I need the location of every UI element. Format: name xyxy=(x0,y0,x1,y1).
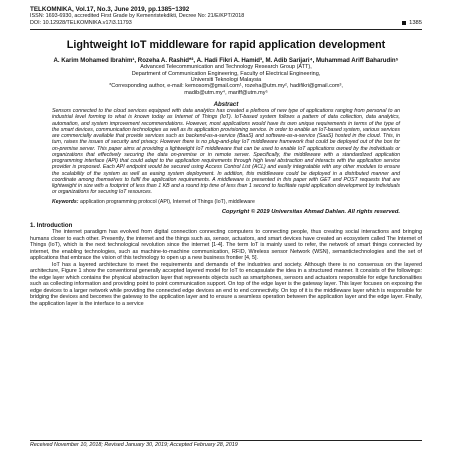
keywords-text: application programming protocol (API), Internet of Things (IoT), middleware xyxy=(79,198,255,205)
affiliation-block xyxy=(50,64,402,96)
square-bullet-icon xyxy=(402,21,406,25)
affiliation-line: Universiti Teknologi Malaysia xyxy=(190,77,262,84)
affiliation-line: Department of Communication Engineering, Faculty of Electrical Engineering, xyxy=(131,70,321,77)
corresponding-author: *Corresponding author, e-mail: kemosom@gmail.com¹, rozeha@utm.my², hadifikri@gmail.com³, xyxy=(109,83,343,90)
keywords-label: Keywords: xyxy=(52,198,79,205)
body-text xyxy=(30,229,422,308)
doi-line: DOI: 10.12928/TELKOMNIKA.v17i3.11793 xyxy=(30,20,132,26)
abstract-text: Sensors connected to the cloud services equipped with data analytics has created a plethora of new type of applications ranging from personal to an industrial level forming to what is known today as Internet of Things (IoT). IoT-based system follows a pattern of data collection, data analytics, automation, and system improvement recommendations. However, most applications would have its own unique requirements in terms of the type of the smart devices, communication technologies as well as its application provisioning service. In order to enable an IoT-based system, various services are commercially available that provide services such as backend-as-a-service (BaaS) and software-as-a-service (SaaS) hosted in the cloud. This, in turn, raises the issues of security and privacy. However there is no plug-and-play IoT middleware framework that could be deployed out of the box for on-premise server. This paper aims at providing a lightweight IoT middleware that can be used to enable IoT applications owned by the individuals or organizations that effectively securing the data on-premise or in remote server. Specifically, the middleware with a standardized application programming interface (API) that could adapt to the application requirements through high level abstraction and interacts with the application service provider is proposed. Each API endpoint would be secured using Access Control List (ACL) and easily integratable with any other modules to ensure the scalability of the system as well as easing system deployment. In addition, this middleware could be deployed in a distributed manner and coordinate among themselves to fulfil the application requirements. A middleware is presented in this paper with GET and POST requests that are lightweight in size with a footprint of less than 1 KB and a round trip time of less than 1 second to facilitate rapid application development by individuals or organizations for securing IoT resources. xyxy=(52,108,400,196)
paper-title: Lightweight IoT middleware for rapid application development xyxy=(66,38,386,51)
abstract-heading: Abstract xyxy=(213,101,239,109)
page-number-text: 1385 xyxy=(409,20,422,26)
section-heading: 1. Introduction xyxy=(30,221,73,229)
author-emails: madib@utm.my⁴, mariff@utm.my⁵ xyxy=(184,89,268,96)
issn-line: ISSN: 1693-6930, accredited First Grade by Kemenristekdikti, Decree No: 21/E/KPT/2018 xyxy=(30,13,245,20)
body-paragraph: IoT has a layered architecture to meet the requirements and demands of the industries and society. Although there is no consensus on the layered architecture, Figure 1 show the conventional generally accepted layered model for IoT to encapsulate the idea in a structured manner. It consists of the followings: the edge layer which contains the physical abstraction layer that represents objects such as smartphones, sensors and actuators responsible for edge functionalities such as collecting information and providing point to point communication support. On top of the edge layer is the gateway layer. This layer focuses on exposing the edge devices to a larger network while providing the connected edge devices an end to end connectivity. On top of it is the middleware layer which is responsible for bridging the devices and becomes the gateway to the application layer and to ensure a seamless operation between the application layer and the edge layer. Finally, the application layer is the interface to a service xyxy=(30,261,422,307)
body-paragraph: The internet paradigm has evolved from digital connection connecting computers to connecting people, thus creating social interactions and bringing humans closer to each other. Presently, the internet and the things such as, sensor, actuators, and smart devices have created an ecosystem called The Internet of Things (IoT), which is the next technological revolution since the internet [1-4]. The term IoT is mainly used to refer, the network of smart things connected by internet, the enabling technologies, such as machine-to-machine communication, RFID, Wireless sensor Network (WSN), semantictechnologies and the set of applications that embrace the vision of this technology to open up a new business frontier [4, 5]. xyxy=(30,228,422,262)
journal-header xyxy=(30,6,422,30)
header-divider xyxy=(30,29,422,30)
author-list: A. Karim Mohamed Ibrahim¹, Rozeha A. Rashid*², A. Hadi Fikri A. Hamid³, M. Adib Sarijari⁴, Muhammad Ariff Baharudin⁵ xyxy=(53,57,399,64)
keywords-line xyxy=(52,199,400,205)
received-dates: Received November 10, 2018; Revised January 30, 2019; Accepted February 28, 2019 xyxy=(30,440,422,448)
copyright-notice: Copyright © 2019 Universitas Ahmad Dahlan. All rights reserved. xyxy=(221,208,400,215)
affiliation-line: Advanced Telecommunication and Technology Research Group (ATT), xyxy=(140,64,312,71)
journal-name: TELKOMNIKA, Vol.17, No.3, June 2019, pp.1385~1392 xyxy=(30,6,190,13)
page-number xyxy=(402,20,422,27)
